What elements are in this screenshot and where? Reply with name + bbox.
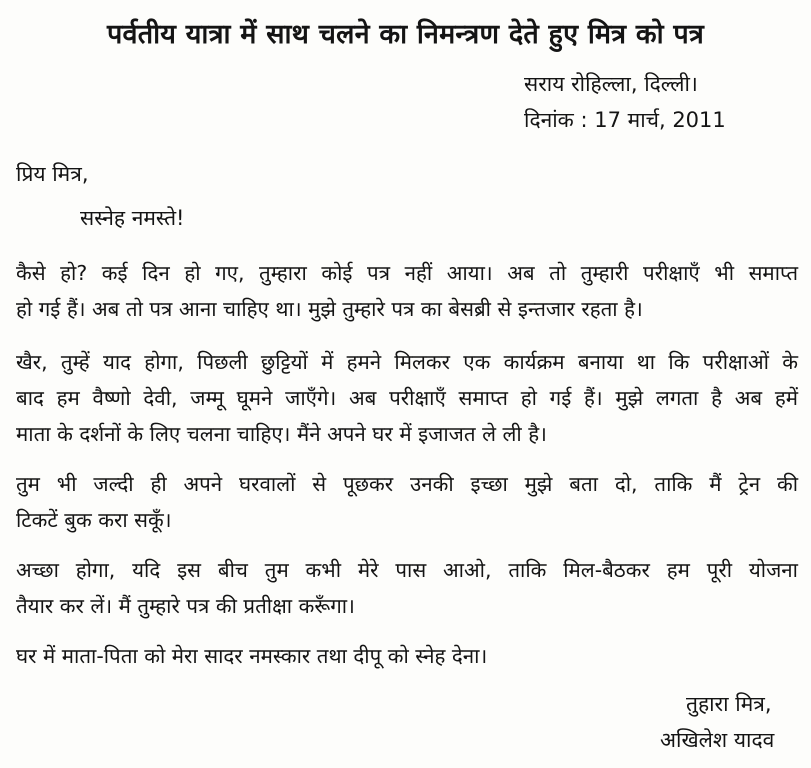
paragraph-line: कैसे हो? कई दिन हो गए, तुम्हारा कोई पत्र नहीं आया। अब तो तुम्हारी परीक्षाएँ भी समाप्त [16,261,798,285]
paragraph-3 [16,466,798,538]
paragraph-1 [16,255,798,327]
letter-date: दिनांक : 17 मार्च, 2011 [524,108,726,132]
paragraph-5 [16,638,798,674]
paragraph-line: खैर, तुम्हें याद होगा, पिछली छुट्टियों में हमने मिलकर एक कार्यक्रम बनाया था कि परीक्षाओं के [16,350,798,374]
paragraph-line: तुम भी जल्दी ही अपने घरवालों से पूछकर उनकी इच्छा मुझे बता दो, ताकि मैं ट्रेन की [16,472,798,496]
letter-title: पर्वतीय यात्रा में साथ चलने का निमन्त्रण देते हुए मित्र को पत्र [106,19,705,50]
salutation: प्रिय मित्र, [16,162,89,186]
paragraph-4 [16,552,798,624]
paragraph-2 [16,344,798,452]
sender-address: सराय रोहिल्ला, दिल्ली। [524,72,698,96]
closing: तुहारा मित्र, [686,692,772,716]
paragraph-line: अच्छा होगा, यदि इस बीच तुम कभी मेरे पास आओ, ताकि मिल-बैठकर हम पूरी योजना [16,558,798,582]
paragraph-line: बाद हम वैष्णो देवी, जम्मू घूमने जाएँगे। अब परीक्षाएँ समाप्त हो गई हैं। मुझे लगता है अब हमें [16,386,798,410]
paragraph-line: हो गई हैं। अब तो पत्र आना चाहिए था। मुझे तुम्हारे पत्र का बेसब्री से इन्तजार रहता है। [16,297,643,321]
paragraph-line: घर में माता-पिता को मेरा सादर नमस्कार तथा दीपू को स्नेह देना। [16,644,488,668]
paragraph-line: माता के दर्शनों के लिए चलना चाहिए। मैंने अपने घर में इजाजत ले ली है। [16,422,547,446]
paragraph-line: तैयार कर लें। मैं तुम्हारे पत्र की प्रतीक्षा करूँगा। [16,594,355,618]
signature-name: अखिलेश यादव [660,728,775,752]
greeting: सस्नेह नमस्ते! [80,206,185,230]
paragraph-line: टिकटें बुक करा सकूँ। [16,508,172,532]
